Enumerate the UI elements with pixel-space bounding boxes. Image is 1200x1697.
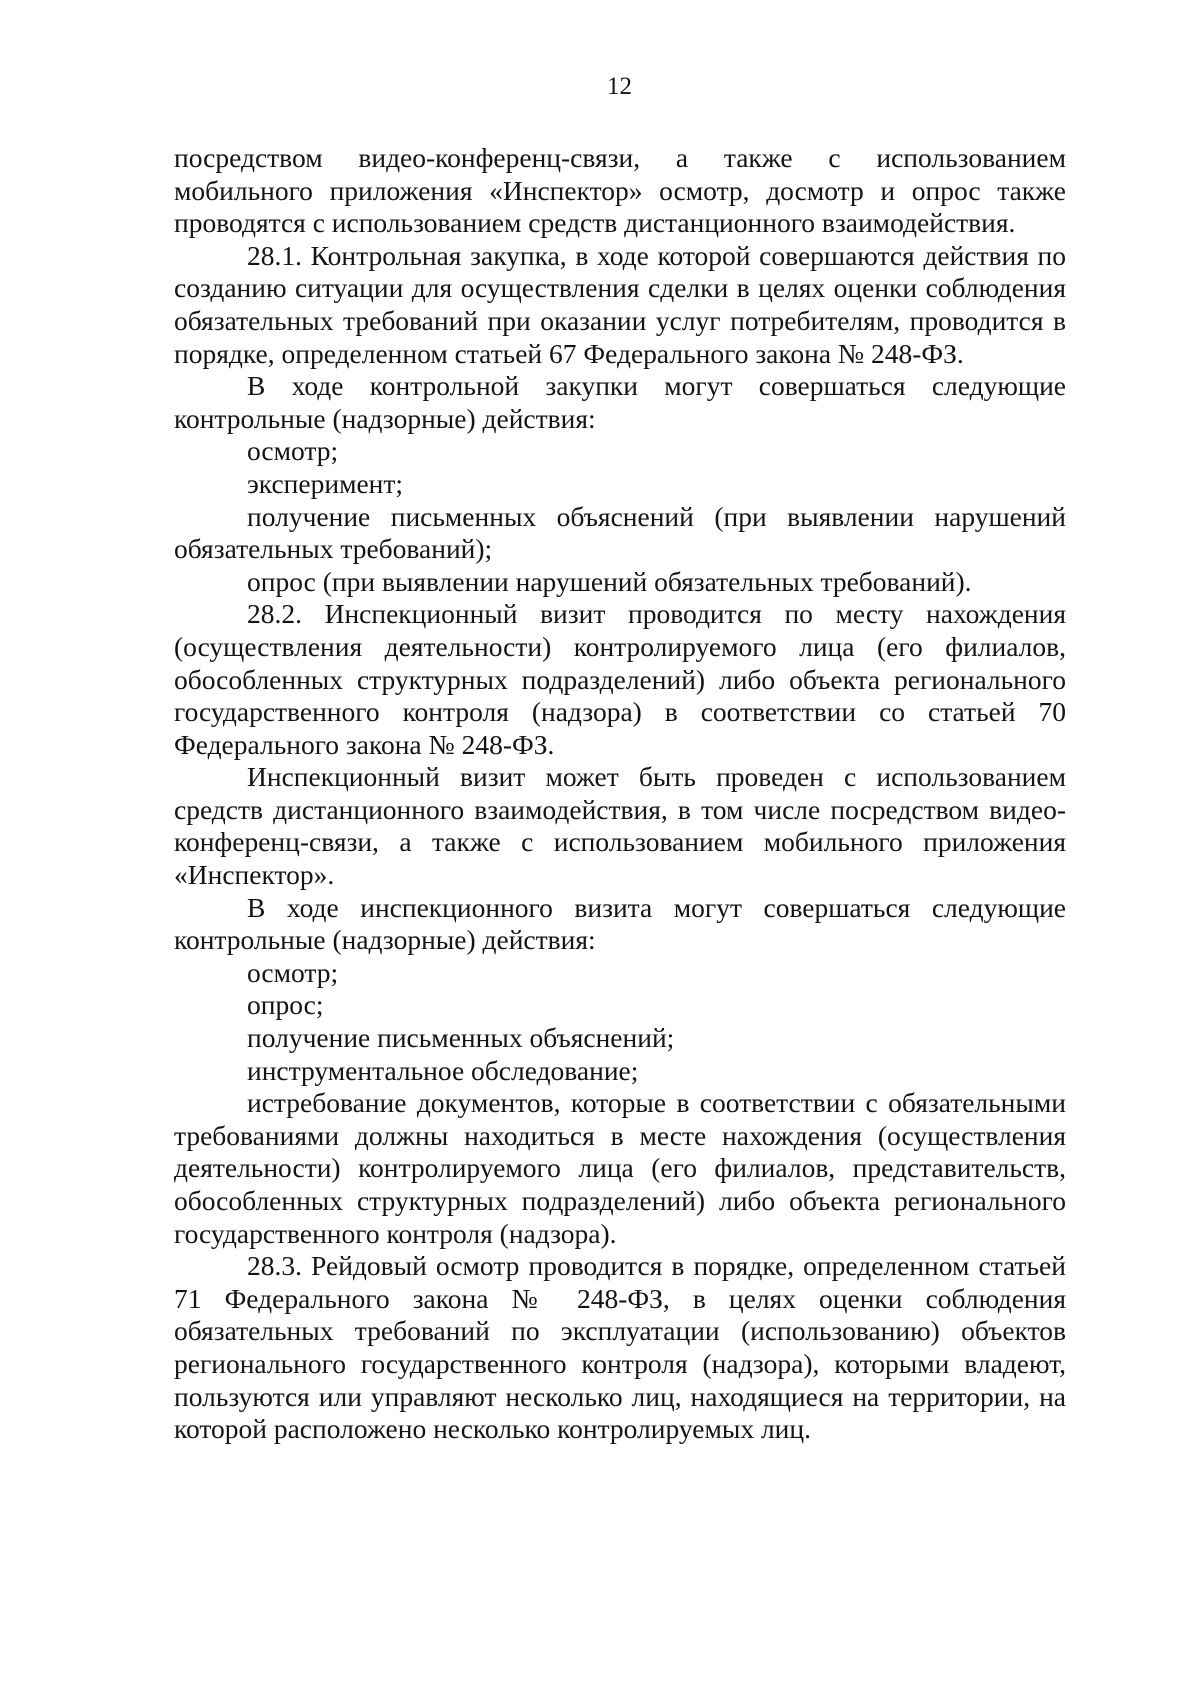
list-item: опрос; (247, 989, 324, 1021)
paragraph-continuation: посредством видео-конференц-связи, а также с использованием мобильного приложения «Инспектор» осмотр, досмотр и опрос также проводятся с использованием средств дистанционного взаимодействия. (174, 142, 1066, 239)
list-item: получение письменных объяснений (при выявлении нарушений обязательных требований); (174, 500, 1066, 565)
list-item: осмотр; (247, 435, 339, 467)
paragraph-28-3: 28.3. Рейдовый осмотр проводится в порядке, определенном статьей 71 Федерального закона № 248-ФЗ, в целях оценки соблюдения обязательных требований по эксплуатации (использованию) объектов регионального государственного контроля (надзора), которыми владеют, пользуются или управляют несколько лиц, находящиеся на территории, на которой расположено несколько контролируемых лиц. (174, 1250, 1066, 1445)
list-item: получение письменных объяснений; (247, 1022, 675, 1054)
list-item: инструментальное обследование; (247, 1054, 639, 1086)
paragraph-28-2: 28.2. Инспекционный визит проводится по месту нахождения (осуществления деятельности) контролируемого лица (его филиалов, обособленных структурных подразделений) либо объекта регионального государственного контроля (надзора) в соответствии со статьей 70 Федерального закона № 248-ФЗ. (174, 598, 1066, 760)
list-item: эксперимент; (247, 467, 404, 499)
paragraph-28-1: 28.1. Контрольная закупка, в ходе которой совершаются действия по созданию ситуации для осуществления сделки в целях оценки соблюдения обязательных требований при оказании услуг потребителям, проводится в порядке, определенном статьей 67 Федерального закона № 248-ФЗ. (174, 239, 1066, 369)
list-item: опрос (при выявлении нарушений обязательных требований). (247, 565, 972, 597)
page-number: 12 (607, 73, 632, 100)
document-body (174, 142, 1066, 1446)
list-item: истребование документов, которые в соответствии с обязательными требованиями должны находиться в месте нахождения (осуществления деятельности) контролируемого лица (его филиалов, представительств, обособленных структурных подразделений) либо объекта регионального государственного контроля (надзора). (174, 1087, 1066, 1249)
paragraph-inspection-actions: В ходе инспекционного визита могут совершаться следующие контрольные (надзорные) действия: (174, 891, 1066, 956)
paragraph-inspection-remote: Инспекционный визит может быть проведен с использованием средств дистанционного взаимодействия, в том числе посредством видео-конференц-связи, а также с использованием мобильного приложения «Инспектор». (174, 761, 1066, 891)
list-item: осмотр; (247, 956, 339, 988)
paragraph-control-purchase-actions: В ходе контрольной закупки могут совершаться следующие контрольные (надзорные) действия: (174, 370, 1066, 434)
